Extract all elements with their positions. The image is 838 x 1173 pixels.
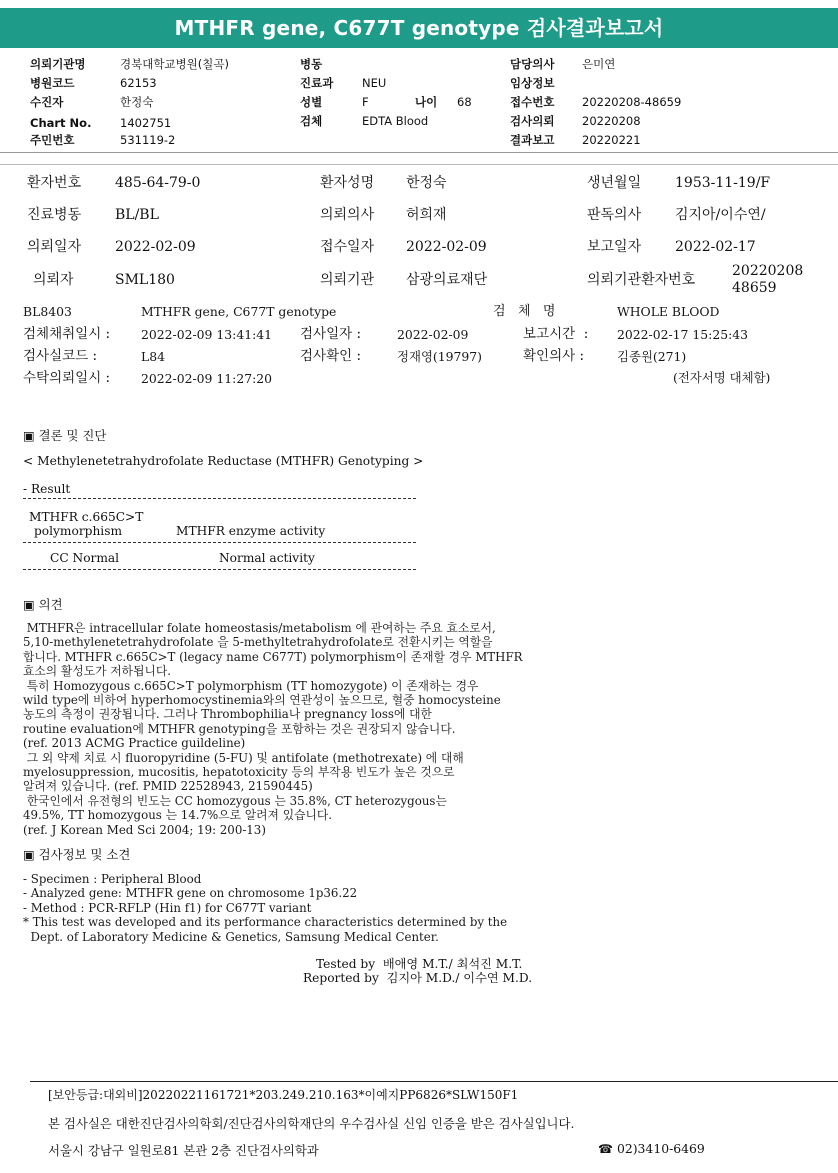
- opinion-line: (ref. 2013 ACMG Practice guildeline): [23, 736, 246, 751]
- hdr-hospcode-value: 62153: [120, 76, 157, 90]
- pi-value: SML180: [115, 272, 175, 288]
- hdr-ward: 병동: [300, 57, 323, 71]
- address-line: 서울시 강남구 일원로81 본관 2층 진단검사의학과: [48, 1143, 319, 1158]
- reported-by: Reported by 김지아 M.D./ 이수연 M.D.: [303, 971, 533, 985]
- result-activity: Normal activity: [219, 551, 315, 565]
- confirm-label: 검사확인 :: [300, 348, 362, 364]
- hdr-report: 결과보고: [510, 133, 555, 147]
- section-conclusion: ▣ 결론 및 진단: [23, 428, 107, 443]
- confirm-dr-label: 확인의사 :: [523, 348, 585, 364]
- collect-value: 2022-02-09 13:41:41: [141, 327, 273, 342]
- pi-label: 의뢰자: [33, 272, 74, 288]
- phone-icon: ☎: [598, 1142, 613, 1156]
- confirm-dr-value: 김종원(271): [617, 349, 687, 364]
- opinion-line: myelosuppression, mucositis, hepatotoxicity 등의 부작용 빈도가 높은 것으로: [23, 765, 455, 780]
- opinion-line: 합니다. MTHFR c.665C>T (legacy name C677T) polymorphism이 존재할 경우 MTHFR: [23, 649, 523, 664]
- pi-value: 허희재: [406, 207, 447, 223]
- cert-line: 본 검사실은 대한진단검사의학회/진단검사의학재단의 우수검사실 신임 인증을 받은 검사실입니다.: [48, 1116, 575, 1131]
- pi-label: 판독의사: [587, 207, 642, 223]
- hdr-age-value: 68: [457, 95, 472, 109]
- phone-line: [598, 1141, 705, 1156]
- phone-number: 02)3410-6469: [616, 1141, 705, 1156]
- hdr-doctor-value: 은미연: [582, 57, 616, 71]
- hdr-age: 나이: [415, 95, 438, 109]
- opinion-line: 그 외 약제 치료 시 fluoropyridine (5-FU) 및 antifolate (methotrexate) 에 대해: [23, 750, 464, 765]
- opinion-line: 한국인에서 유전형의 빈도는 CC homozygous 는 35.8%, CT heterozygous는: [23, 793, 447, 808]
- hdr-sex: 성별: [300, 95, 323, 109]
- hdr-resno-value: 531119-2: [120, 133, 176, 147]
- pi-label: 의뢰기관: [320, 272, 375, 288]
- test-name: MTHFR gene, C677T genotype: [141, 304, 337, 319]
- opinion-line: 효소의 활성도가 저하됩니다.: [23, 664, 171, 679]
- hdr-patient-value: 한정숙: [120, 95, 154, 109]
- collect-label: 검체채취일시 :: [23, 326, 111, 342]
- pi-value: 한정숙: [406, 175, 447, 191]
- hdr-chartno-value: 1402751: [120, 116, 172, 130]
- opinion-line: 농도의 측정이 권장됩니다. 그러나 Thrombophilia나 pregnancy loss에 대한: [23, 707, 432, 722]
- tested-by: Tested by 배애영 M.T./ 최석진 M.T.: [316, 957, 523, 971]
- pi-value: 485-64-79-0: [115, 175, 201, 191]
- divider: [0, 164, 838, 165]
- pi-value: 2022020848659: [732, 263, 804, 296]
- table-rule: [23, 569, 416, 570]
- table-rule: [23, 498, 416, 499]
- testinfo-line: Dept. of Laboratory Medicine & Genetics, Samsung Medical Center.: [23, 929, 439, 944]
- pi-label: 접수일자: [320, 239, 375, 255]
- opinion-text: [23, 621, 623, 837]
- pi-label: 의뢰기관환자번호: [587, 272, 696, 288]
- col-header-a2: polymorphism: [34, 524, 123, 538]
- consign-label: 수탁의뢰일시 :: [23, 370, 111, 386]
- hdr-dept-value: NEU: [362, 76, 387, 90]
- pi-label: 의뢰의사: [320, 207, 375, 223]
- pi-label: 보고일자: [587, 239, 642, 255]
- hdr-clinical: 임상정보: [510, 76, 555, 90]
- specimen-value: WHOLE BLOOD: [617, 304, 720, 319]
- hdr-specimen: 검체: [300, 114, 323, 128]
- pi-value: 2022-02-09: [406, 239, 487, 255]
- testinfo-text: [23, 872, 623, 944]
- hdr-accession-value: 20220208-48659: [582, 95, 682, 109]
- confirm-value: 정재영(19797): [397, 349, 482, 364]
- pi-value: 1953-11-19/F: [675, 175, 771, 191]
- testinfo-line: - Analyzed gene: MTHFR gene on chromosome 1p36.22: [23, 886, 358, 901]
- pi-label: 생년월일: [587, 175, 642, 191]
- pi-label: 진료병동: [27, 207, 82, 223]
- hdr-hospcode: 병원코드: [30, 76, 75, 90]
- labcode-label: 검사실코드 :: [23, 348, 98, 364]
- opinion-line: wild type에 비하여 hyperhomocystinemia와의 연관성이 높으므로, 혈중 homocysteine: [23, 693, 501, 708]
- esign-note: (전자서명 대체함): [673, 370, 771, 385]
- pi-label: 환자성명: [320, 175, 375, 191]
- specimen-label: 검 체 명: [493, 304, 556, 319]
- hdr-resno: 주민번호: [30, 133, 75, 147]
- pi-value: 삼광의료재단: [406, 272, 488, 288]
- reporttime-value: 2022-02-17 15:25:43: [617, 327, 749, 342]
- opinion-line: 알려져 있습니다. (ref. PMID 22528943, 21590445): [23, 779, 313, 794]
- labcode-value: L84: [141, 349, 165, 364]
- testdate-label: 검사일자 :: [300, 326, 362, 342]
- hdr-patient: 수진자: [30, 95, 64, 109]
- footer-divider: [30, 1081, 838, 1082]
- opinion-line: 특히 Homozygous c.665C>T polymorphism (TT homozygote) 이 존재하는 경우: [23, 678, 479, 693]
- report-title: MTHFR gene, C677T genotype 검사결과보고서: [0, 8, 838, 48]
- testdate-value: 2022-02-09: [397, 327, 469, 342]
- reporttime-label: 보고시간 :: [523, 326, 589, 342]
- result-genotype: CC Normal: [50, 551, 120, 565]
- testinfo-line: - Specimen : Peripheral Blood: [23, 872, 202, 886]
- test-code: BL8403: [23, 304, 72, 319]
- col-header-b: MTHFR enzyme activity: [176, 524, 326, 538]
- hdr-chartno: Chart No.: [30, 116, 92, 130]
- hdr-accession: 접수번호: [510, 95, 555, 109]
- opinion-line: 5,10-methylenetetrahydrofolate 을 5-methyltetrahydrofolate로 전환시키는 역할을: [23, 635, 493, 650]
- testinfo-line: * This test was developed and its performance characteristics determined by the: [23, 915, 508, 930]
- opinion-line: routine evaluation에 MTHFR genotyping을 포함하는 것은 권장되지 않습니다.: [23, 721, 456, 736]
- result-label: - Result: [23, 482, 71, 496]
- hdr-sex-value: F: [362, 95, 369, 109]
- hdr-dept: 진료과: [300, 76, 334, 90]
- consign-value: 2022-02-09 11:27:20: [141, 371, 273, 386]
- hdr-doctor: 담당의사: [510, 57, 555, 71]
- hdr-report-value: 20220221: [582, 133, 641, 147]
- opinion-line: 49.5%, TT homozygous 는 14.7%으로 알려져 있습니다.: [23, 808, 333, 823]
- security-line: [보안등급:대외비]20220221161721*203.249.210.163*이예지PP6826*SLW150F1: [48, 1088, 519, 1102]
- pi-label: 의뢰일자: [27, 239, 82, 255]
- hdr-specimen-value: EDTA Blood: [362, 114, 429, 128]
- hdr-hospital: 의뢰기관명: [30, 57, 86, 71]
- hdr-hospital-value: 경북대학교병원(칠곡): [120, 57, 229, 71]
- hdr-request-value: 20220208: [582, 114, 641, 128]
- col-header-a1: MTHFR c.665C>T: [29, 510, 144, 524]
- opinion-line: (ref. J Korean Med Sci 2004; 19: 200-13): [23, 822, 266, 837]
- hdr-request: 검사의뢰: [510, 114, 555, 128]
- section-opinion: ▣ 의견: [23, 597, 63, 612]
- opinion-line: MTHFR은 intracellular folate homeostasis/metabolism 에 관여하는 주요 효소로서,: [23, 621, 496, 635]
- genotyping-subtitle: < Methylenetetrahydrofolate Reductase (MTHFR) Genotyping >: [23, 454, 424, 468]
- table-rule: [23, 542, 416, 543]
- pi-value: 2022-02-09: [115, 239, 196, 255]
- pi-label: 환자번호: [27, 175, 82, 191]
- divider: [0, 152, 838, 153]
- section-testinfo: ▣ 검사정보 및 소견: [23, 847, 131, 862]
- pi-value: 김지아/이수연/: [675, 207, 766, 223]
- testinfo-line: - Method : PCR-RFLP (Hin f1) for C677T variant: [23, 900, 312, 915]
- pi-value: 2022-02-17: [675, 239, 756, 255]
- pi-value: BL/BL: [115, 207, 159, 223]
